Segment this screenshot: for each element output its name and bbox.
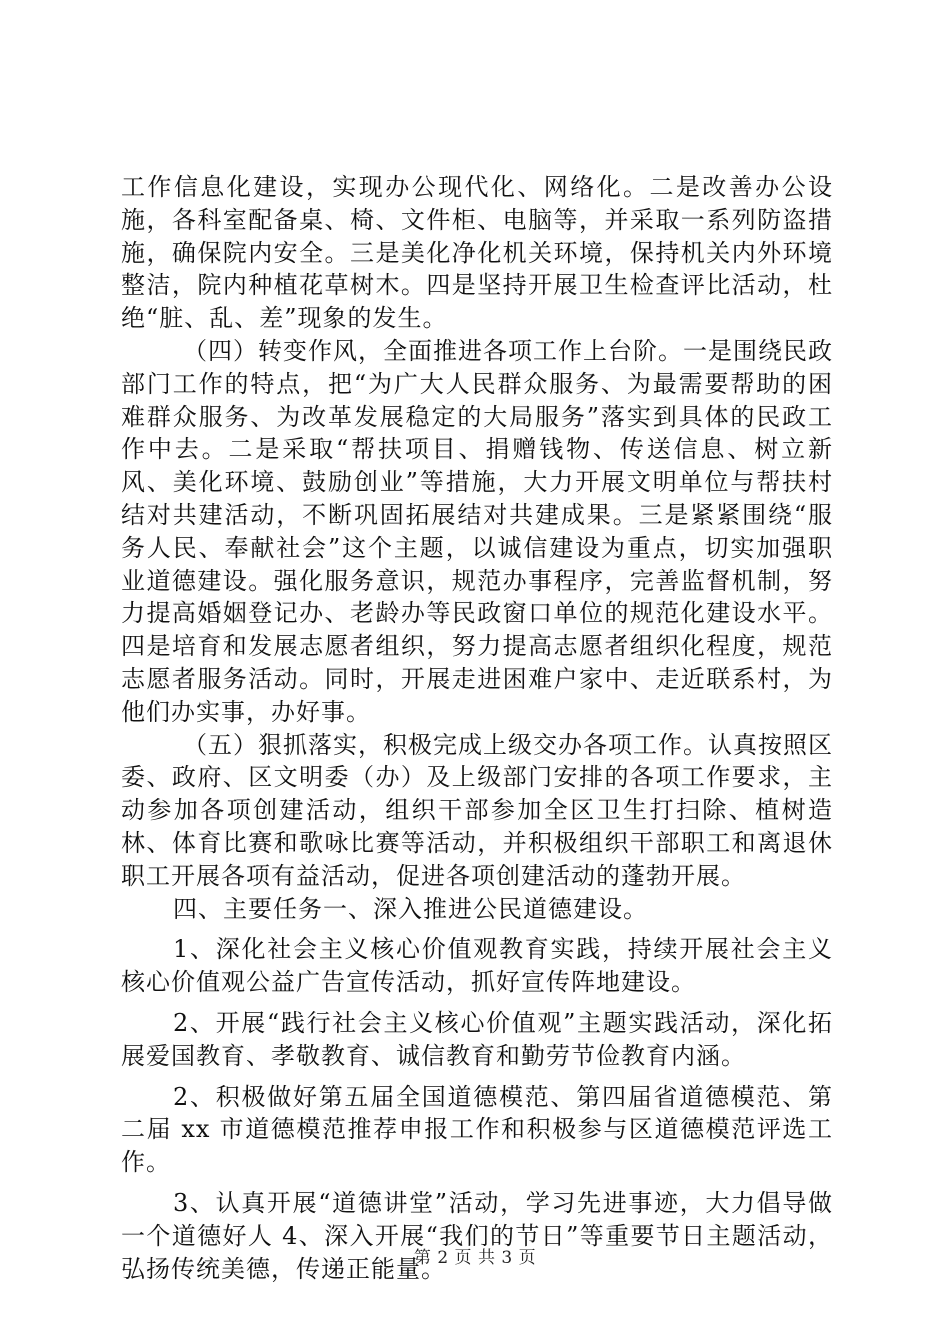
document-body <box>121 171 833 1285</box>
paragraph-office-improvement: 工作信息化建设，实现办公现代化、网络化。二是改善办公设施，各科室配备桌、椅、文件柜、电脑等，并采取一系列防盗措施，确保院内安全。三是美化净化机关环境，保持机关内外环境整洁，院内种植花草树木。四是坚持开展卫生检查评比活动，杜绝“脏、乱、差”现象的发生。 <box>121 173 833 333</box>
paragraph-task-2a: 2、开展“践行社会主义核心价值观”主题实践活动，深化拓展爱国教育、孝敬教育、诚信教育和勤劳节俭教育内涵。 <box>121 1008 833 1070</box>
paragraph-main-tasks-heading: 四、主要任务一、深入推进公民道德建设。 <box>173 894 648 923</box>
paragraph-section-five: （五）狠抓落实，积极完成上级交办各项工作。认真按照区委、政府、区文明委（办）及上级部门安排的各项工作要求，主动参加各项创建活动，组织干部参加全区卫生打扫除、植树造林、体育比赛和歌咏比赛等活动，并积极组织干部职工和离退休职工开展各项有益活动，促进各项创建活动的蓬勃开展。 <box>121 730 833 890</box>
paragraph-task-3: 3、认真开展“道德讲堂”活动，学习先进事迹，大力倡导做一个道德好人 4、深入开展“我们的节日”等重要节日主题活动，弘扬传统美德，传递正能量。 <box>121 1188 833 1283</box>
page-number-footer: 第 2 页 共 3 页 <box>413 1248 537 1268</box>
paragraph-task-1: 1、深化社会主义核心价值观教育实践，持续开展社会主义核心价值观公益广告宣传活动，抓好宣传阵地建设。 <box>121 935 833 997</box>
paragraph-section-four: （四）转变作风，全面推进各项工作上台阶。一是围绕民政部门工作的特点，把“为广大人民群众服务、为最需要帮助的困难群众服务、为改革发展稳定的大局服务”落实到具体的民政工作中去。二是采取“帮扶项目、捐赠钱物、传送信息、树立新风、美化环境、鼓励创业”等措施，大力开展文明单位与帮扶村结对共建活动，不断巩固拓展结对共建成果。三是紧紧围绕“服务人民、奉献社会”这个主题，以诚信建设为重点，切实加强职业道德建设。强化服务意识，规范办事程序，完善监督机制，努力提高婚姻登记办、老龄办等民政窗口单位的规范化建设水平。四是培育和发展志愿者组织，努力提高志愿者组织化程度，规范志愿者服务活动。同时，开展走进困难户家中、走近联系村，为他们办实事，办好事。 <box>121 336 833 726</box>
paragraph-task-2b: 2、积极做好第五届全国道德模范、第四届省道德模范、第二届 xx 市道德模范推荐申报工作和积极参与区道德模范评选工作。 <box>121 1082 833 1177</box>
